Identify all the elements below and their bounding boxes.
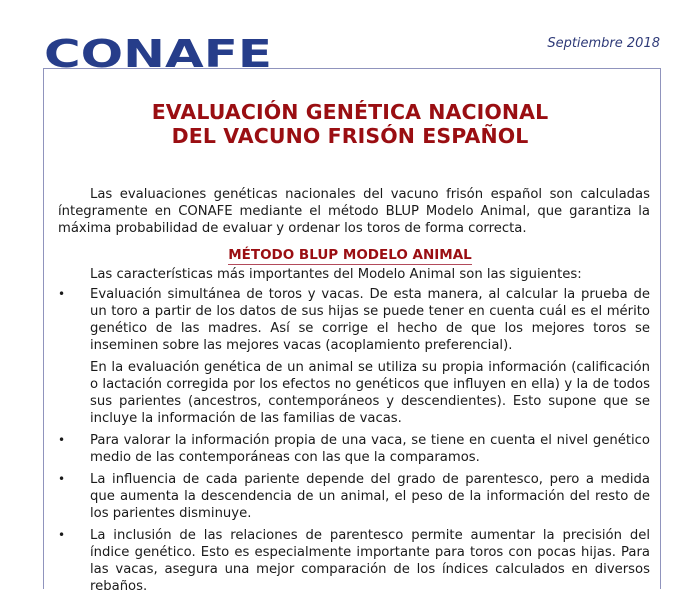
svg-text:CONAFE: CONAFE	[44, 36, 272, 70]
section-heading	[0, 247, 700, 263]
bullet-list	[58, 286, 650, 600]
list-item	[58, 471, 650, 522]
list-item	[58, 286, 650, 427]
conafe-logo	[44, 36, 274, 70]
list-item-text: La influencia de cada pariente depende del grado de parentesco, pero a medida que aumenta la descendencia de un animal, el peso de la información del resto de los parientes disminuye.	[90, 472, 650, 521]
list-item	[58, 432, 650, 466]
list-item-text: La inclusión de las relaciones de parentesco permite aumentar la precisión del índice genético. Esto es especialmente importante para toros con pocas hijas. Para las vacas, asegura una mejor comparación de los índices calculados en diversos rebaños.	[90, 528, 650, 594]
section-lead: Las características más importantes del Modelo Animal son las siguientes:	[90, 267, 582, 282]
section-heading-text: MÉTODO BLUP MODELO ANIMAL	[228, 247, 472, 263]
list-item-text: Evaluación simultánea de toros y vacas. De esta manera, al calcular la prueba de un toro a partir de los datos de sus hijas se puede tener en cuenta cuál es el mérito genético de las madres. Así se corrige el hecho de que los mejores toros se inseminen sobre las mejores vacas (acoplamiento preferencial).	[90, 287, 650, 353]
list-item-text: Para valorar la información propia de una vaca, se tiene en cuenta el nivel genético medio de las contemporáneas con las que la comparamos.	[90, 433, 650, 465]
publication-date: Septiembre 2018	[547, 36, 660, 51]
intro-paragraph: Las evaluaciones genéticas nacionales del vacuno frisón español son calculadas íntegramente en CONAFE mediante el método BLUP Modelo Animal, que garantiza la máxima probabilidad de evaluar y ordenar los toros de forma correcta.	[58, 187, 650, 236]
bullet-icon: •	[58, 528, 66, 542]
bullet-icon: •	[58, 472, 66, 486]
bullet-icon: •	[58, 433, 66, 447]
bullet-icon: •	[58, 287, 66, 301]
conafe-logo-icon	[44, 36, 274, 70]
list-item	[58, 527, 650, 595]
title-line-1: EVALUACIÓN GENÉTICA NACIONAL	[151, 100, 549, 124]
list-item-text: En la evaluación genética de un animal se utiliza su propia información (calificación o lactación corregida por los efectos no genéticos que influyen en ella) y la de todos sus parientes (ancestros, contemporáneos y descendientes). Esto supone que se incluye la información de las familias de vacas.	[90, 360, 650, 426]
document-title	[0, 100, 700, 148]
title-line-2: DEL VACUNO FRISÓN ESPAÑOL	[171, 124, 529, 148]
